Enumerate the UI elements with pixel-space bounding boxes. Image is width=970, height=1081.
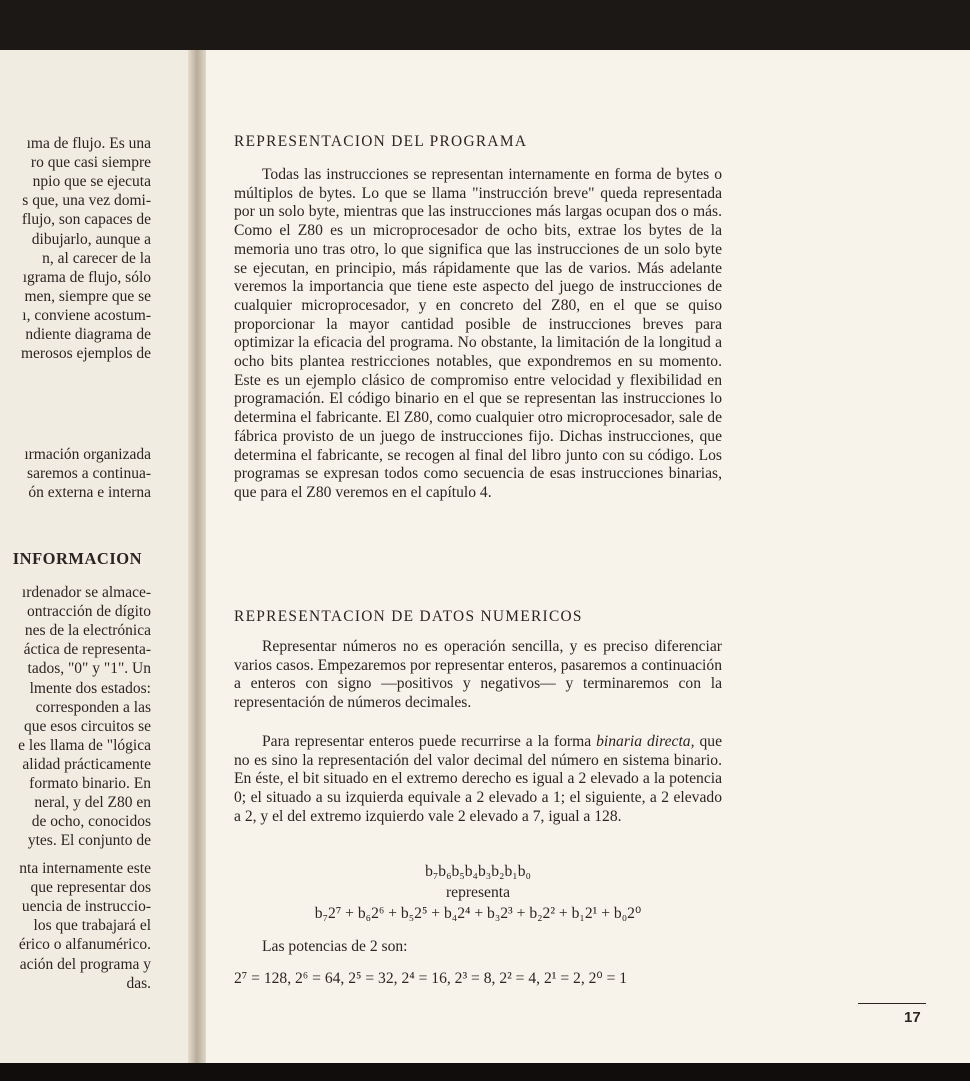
left-page-line: ación del programa y xyxy=(19,955,151,973)
left-page-line: n, al carecer de la xyxy=(42,249,151,267)
para3-italic: binaria directa, xyxy=(596,733,695,750)
left-page-line: érico o alfanumérico. xyxy=(18,936,151,954)
left-page-line: de ocho, conocidos xyxy=(31,813,151,831)
left-page-line: lmente dos estados: xyxy=(29,679,151,697)
left-page-line: ıma de flujo. Es una xyxy=(26,135,151,152)
para3-start: Para representar enteros puede recurrirse a la forma xyxy=(262,733,592,750)
left-page-line: áctica de representa- xyxy=(23,641,151,659)
formula-representa: representa xyxy=(445,884,511,901)
left-page-line: los que trabajará el xyxy=(33,917,151,935)
left-page-line: neral, y del Z80 en xyxy=(34,794,151,812)
powers-intro: Las potencias de 2 son: xyxy=(262,938,408,955)
left-page-line: formato binario. En xyxy=(29,775,151,792)
left-page-line: ırmación organizada xyxy=(24,446,151,463)
left-page-line: das. xyxy=(126,974,151,992)
left-page-line: ro que casi siempre xyxy=(30,154,151,172)
paragraph-binary-direct xyxy=(234,733,722,827)
left-page-line: ırdenador se almace- xyxy=(21,584,151,601)
para3-rest: que no es sino la representación del valor decimal del número en sistema binario. En éste, el bit situado en el extremo derecho es igual a 2 elevado a la potencia 0; el situado a su izquierda equivale a 2 elevado a 1; el siguiente, a 2 elevado a 2, y el del extremo izquierdo vale 2 elevado a 7, igual a 128. xyxy=(234,733,722,825)
left-page-line: uencia de instruccio- xyxy=(21,898,151,916)
left-page-line: e les llama de "lógica xyxy=(18,736,151,754)
left-page-line: nes de la electrónica xyxy=(24,622,151,640)
left-page-line: ı, conviene acostum- xyxy=(22,306,151,324)
left-page-line: tados, "0" y "1". Un xyxy=(27,660,151,678)
paragraph-numeric-intro: Representar números no es operación sencilla, y es preciso diferenciar varios casos. Empezaremos por representar enteros, pasaremos a continuación a enteros con signo —positivos y negativos— y terminaremos con la representación de números decimales. xyxy=(234,638,722,712)
left-page-line: alidad prácticamente xyxy=(22,755,151,773)
left-page-line: ón externa e interna xyxy=(28,484,151,502)
left-page-line: que representar dos xyxy=(30,879,151,897)
left-page-line: ıgrama de flujo, sólo xyxy=(22,268,151,286)
left-page-line: s que, una vez domi- xyxy=(22,192,151,210)
left-page-line: flujo, son capaces de xyxy=(21,211,151,229)
left-page-heading: INFORMACION xyxy=(12,549,142,568)
formula-bits: b₇b₆b₅b₄b₃b₂b₁b₀ xyxy=(425,863,531,880)
left-page-line: saremos a continua- xyxy=(27,465,151,483)
left-page-line: dibujarlo, aunque a xyxy=(31,230,151,248)
powers-list: 2⁷ = 128, 2⁶ = 64, 2⁵ = 32, 2⁴ = 16, 2³ = 8, 2² = 4, 2¹ = 2, 2⁰ = 1 xyxy=(234,970,628,987)
left-page-line: merosos ejemplos de xyxy=(20,345,151,363)
formula-expansion: b₇2⁷ + b₆2⁶ + b₅2⁵ + b₄2⁴ + b₃2³ + b₂2² + b₁2¹ + b₀2⁰ xyxy=(314,905,642,922)
left-page-line: ndiente diagrama de xyxy=(25,326,151,343)
paragraph-program: Todas las instrucciones se representan internamente en forma de bytes o múltiplos de bytes. Lo que se llama "instrucción breve" queda representada por un solo byte, mientras que las instrucciones más largas ocupan dos o más. Como el Z80 es un microprocesador de ocho bits, extrae los bytes de la memoria uno tras otro, lo que significa que las instrucciones de un solo byte se ejecutan, en principio, más rápidamente que las de varios. Más adelante veremos la importancia que tiene este aspecto del juego de instrucciones de cualquier microprocesador, y en concreto del Z80, en el que se quiso proporcionar la mayor cantidad posible de instrucciones breves para optimizar la eficacia del programa. No obstante, la limitación de la longitud a ocho bits plantea restricciones notables, que expondremos en su momento. Este es un ejemplo clásico de compromiso entre velocidad y flexibilidad en programación. El código binario en el que se representan las instrucciones lo determina el fabricante. El Z80, como cualquier otro microprocesador, sale de fábrica provisto de un juego de instrucciones fijo. Dichas instrucciones, que determina el fabricante, se recogen al final del libro junto con su código. Los programas se expresan todos como secuencia de esas instrucciones binarias, que para el Z80 veremos en el capítulo 4. xyxy=(234,166,722,501)
left-page-line: men, siempre que se xyxy=(24,287,151,305)
left-page-line: nta internamente este xyxy=(19,860,151,877)
left-page-line: npio que se ejecuta xyxy=(32,173,151,191)
section-heading-numeric-data: REPRESENTACION DE DATOS NUMERICOS xyxy=(234,608,583,625)
left-page-line: ontracción de dígito xyxy=(27,603,151,621)
page-number-rule xyxy=(858,1003,926,1004)
left-page-line: ytes. El conjunto de xyxy=(27,832,151,850)
section-heading-program: REPRESENTACION DEL PROGRAMA xyxy=(234,133,528,150)
left-page-line: corresponden a las xyxy=(35,698,151,716)
left-page-line: que esos circuitos se xyxy=(24,717,151,735)
page-number: 17 xyxy=(904,1009,921,1026)
scan-bottom-border xyxy=(0,1063,970,1081)
